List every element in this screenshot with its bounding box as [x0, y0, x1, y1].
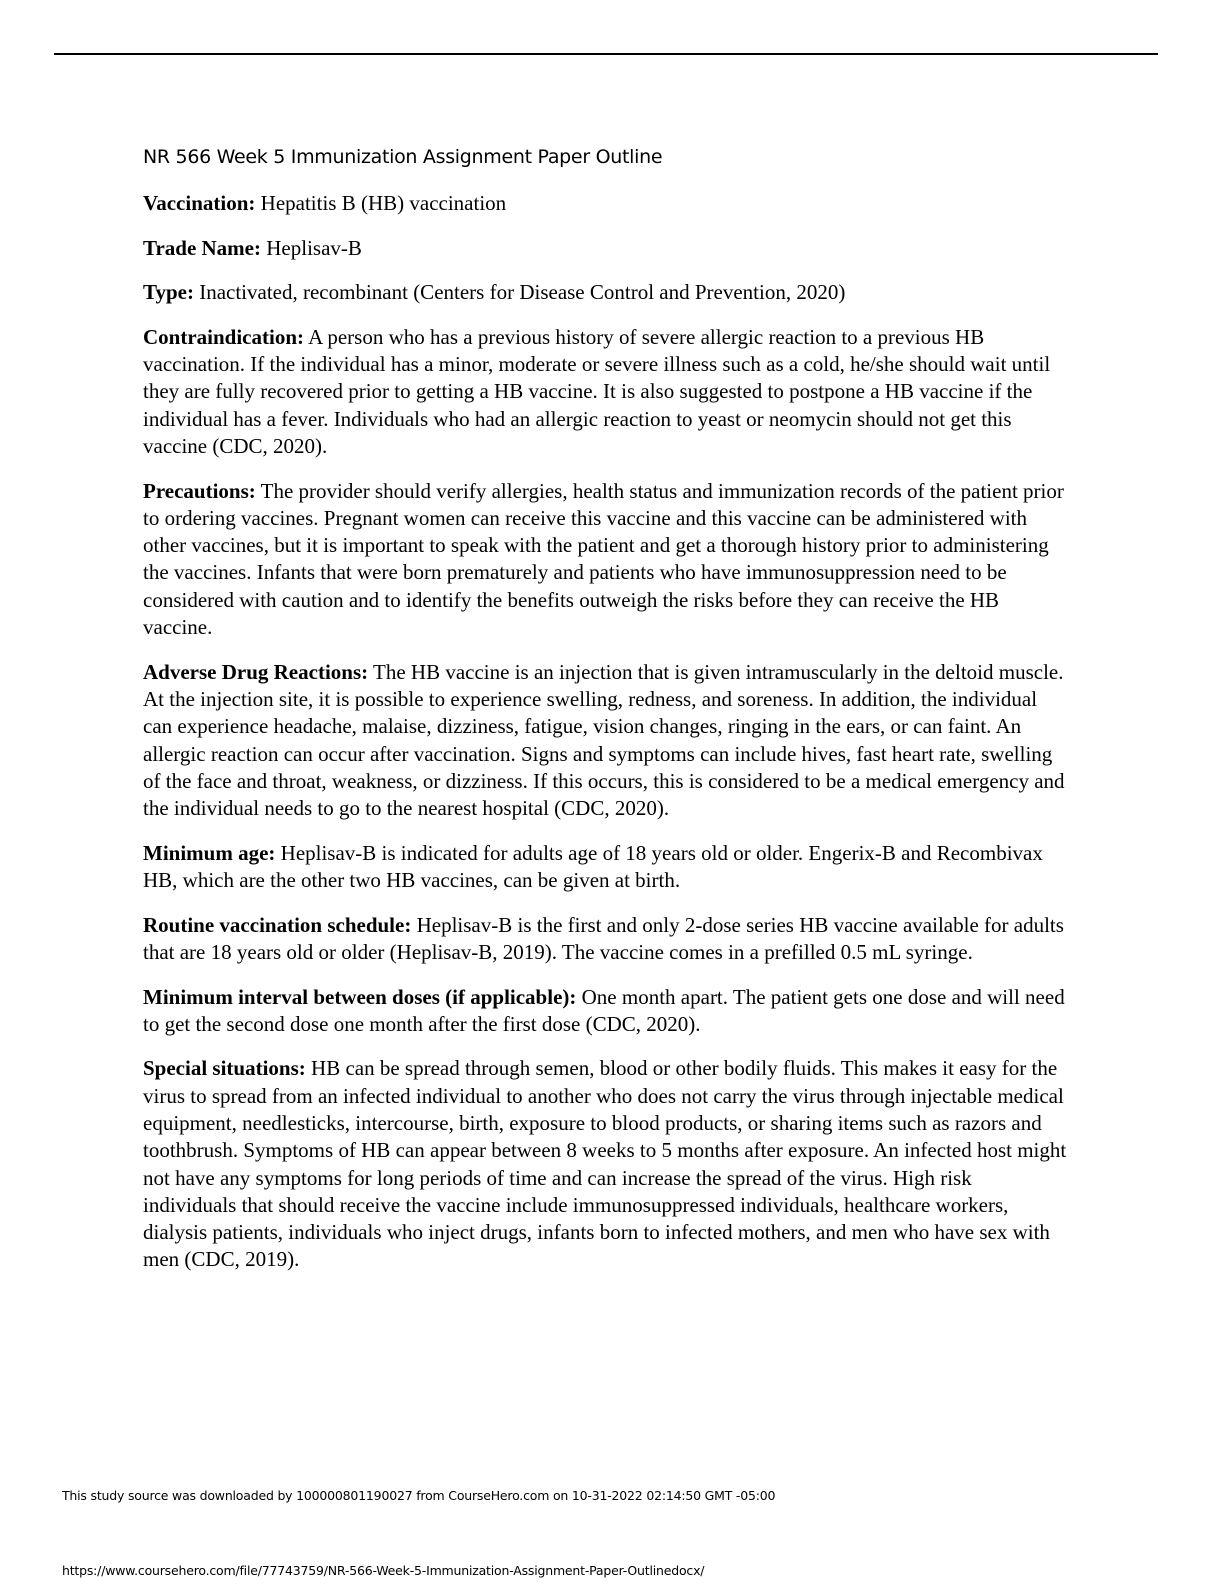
field-label: Special situations: [143, 1056, 306, 1081]
header-rule [54, 53, 1158, 55]
field-label: Adverse Drug Reactions: [143, 659, 369, 684]
field-type [143, 279, 1067, 306]
field-text: Hepatitis B (HB) vaccination [260, 191, 507, 215]
field-adverse-drug-reactions [143, 659, 1067, 823]
field-label: Precautions: [143, 478, 256, 503]
field-text: Heplisav-B [266, 235, 362, 260]
field-text: Heplisav-B is indicated for adults age of 18 years old or older. Engerix-B and Recombivax HB, which are the other two HB vaccines, can be given at birth. [143, 840, 1043, 893]
field-vaccination [143, 190, 1067, 217]
field-label: Minimum age: [143, 840, 276, 865]
footer-source-note: This study source was downloaded by 100000801190027 from CourseHero.com on 10-31-2022 02:14:50 GMT -05:00 [62, 1488, 776, 1503]
field-routine-schedule [143, 912, 1067, 967]
field-minimum-interval [143, 984, 1067, 1039]
field-label: Minimum interval between doses (if applicable): [143, 984, 577, 1009]
field-text: Inactivated, recombinant (Centers for Disease Control and Prevention, 2020) [199, 280, 846, 305]
field-trade-name [143, 235, 1067, 262]
field-label: Type: [143, 280, 194, 305]
page-title: NR 566 Week 5 Immunization Assignment Paper Outline [143, 146, 663, 168]
field-text: Heplisav-B is the first and only 2-dose series HB vaccine available for adults that are 18 years old or older (Heplisav-B, 2019). The vaccine comes in a prefilled 0.5 mL syringe. [143, 912, 1064, 964]
field-text: One month apart. The patient gets one dose and will need to get the second dose one month after the first dose (CDC, 2020). [143, 984, 1065, 1036]
field-text: A person who has a previous history of severe allergic reaction to a previous HB vaccination. If the individual has a minor, moderate or severe illness such as a cold, he/she should wait until they are fully recovered prior to getting a HB vaccine. It is also suggested to postpone a HB vaccine if the individual has a fever. Individuals who had an allergic reaction to yeast or neomycin should not get this vaccine (CDC, 2020). [143, 324, 1051, 458]
field-contraindication [143, 324, 1067, 460]
field-label: Vaccination: [143, 191, 256, 215]
field-special-situations [143, 1055, 1067, 1273]
field-label: Contraindication: [143, 324, 305, 349]
field-label: Routine vaccination schedule: [143, 912, 412, 937]
field-text: The HB vaccine is an injection that is given intramuscularly in the deltoid muscle. At the injection site, it is possible to experience swelling, redness, and soreness. In addition, the individual can experience headache, malaise, dizziness, fatigue, vision changes, ringing in the ears, or can faint. An allergic reaction can occur after vaccination. Signs and symptoms can include hives, fast heart rate, swelling of the face and throat, weakness, or dizziness. If this occurs, this is considered to be a medical emergency and the individual needs to go to the nearest hospital (CDC, 2020). [143, 659, 1065, 821]
field-text: HB can be spread through semen, blood or other bodily fluids. This makes it easy for the virus to spread from an infected individual to another who does not carry the virus through injectable medical equipment, needlesticks, intercourse, birth, exposure to blood products, or sharing items such as razors and toothbrush. Symptoms of HB can appear between 8 weeks to 5 months after exposure. An infected host might not have any symptoms for long periods of time and can increase the spread of the virus. High risk individuals that should receive the vaccine include immunosuppressed individuals, healthcare workers, dialysis patients, individuals who inject drugs, infants born to infected mothers, and men who have sex with men (CDC, 2019). [143, 1056, 1067, 1272]
field-label: Trade Name: [143, 235, 261, 260]
footer-url: https://www.coursehero.com/file/77743759/NR-566-Week-5-Immunization-Assignment-Paper-Outlinedocx/ [62, 1563, 705, 1578]
field-precautions [143, 478, 1067, 642]
document-body [143, 190, 1067, 1291]
field-minimum-age [143, 840, 1067, 895]
field-text: The provider should verify allergies, health status and immunization records of the patient prior to ordering vaccines. Pregnant women can receive this vaccine and this vaccine can be administered with other vaccines, but it is important to speak with the patient and get a thorough history prior to administering the vaccines. Infants that were born prematurely and patients who have immunosuppression need to be considered with caution and to identify the benefits outweigh the risks before they can receive the HB vaccine. [143, 478, 1064, 640]
